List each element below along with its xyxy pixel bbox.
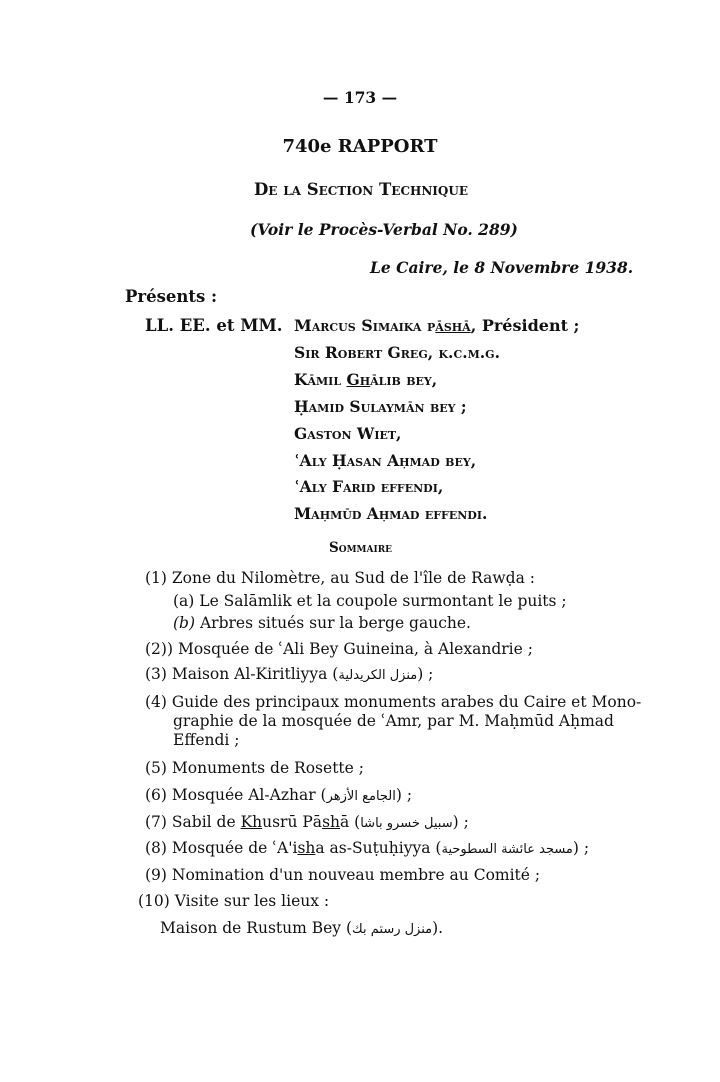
sommaire-subitem: (a) Le Salāmlik et la coupole surmontant le puits ; bbox=[173, 592, 567, 610]
members-prefix: LL. EE. et MM. bbox=[145, 316, 283, 335]
arabic-name: مسجد عائشة السطوحية bbox=[441, 842, 573, 857]
sommaire-item: (7) Sabil de Khusrū Pāshā (سبيل خسرو باشا) ; bbox=[145, 813, 469, 831]
member-line: Gaston Wiet, bbox=[294, 424, 402, 443]
sommaire-subitem: (b) Arbres situés sur la berge gauche. bbox=[173, 614, 471, 632]
member-line: Ḥamid Sulaymān bey ; bbox=[294, 397, 467, 416]
member-name: Kāmil bbox=[294, 370, 347, 389]
member-name: ālib bey, bbox=[370, 370, 438, 389]
sommaire-item: (2)) Mosquée de ʿAli Bey Guineina, à Alexandrie ; bbox=[145, 640, 533, 658]
sommaire-item: (8) Mosquée de ʿA'isha as-Suṭuḥiyya (مسجد عائشة السطوحية) ; bbox=[145, 839, 590, 857]
member-name-underlined: Gh bbox=[346, 370, 371, 389]
member-line: ʿAly Farid effendi, bbox=[294, 477, 444, 496]
sommaire-item: (4) Guide des principaux monuments arabes du Caire et Mono- bbox=[145, 693, 642, 711]
sommaire-heading: Sommaire bbox=[329, 540, 393, 556]
arabic-name: سبيل خسرو باشا bbox=[360, 816, 453, 831]
sommaire-item: (9) Nomination d'un nouveau membre au Comité ; bbox=[145, 866, 541, 884]
member-line: ʿAly Ḥasan Aḥmad bey, bbox=[294, 451, 477, 470]
presents-label: Présents : bbox=[125, 287, 218, 306]
sommaire-item-continuation: graphie de la mosquée de ʿAmr, par M. Maḥmūd Aḥmad bbox=[173, 712, 614, 730]
member-name: Marcus Simaika p bbox=[294, 316, 436, 335]
page-number: — 173 — bbox=[322, 88, 398, 107]
member-line bbox=[294, 316, 579, 336]
arabic-name: الجامع الأزهر bbox=[326, 789, 396, 804]
member-line bbox=[294, 370, 437, 390]
arabic-name: منزل الكريدلية bbox=[338, 668, 418, 683]
place-date: Le Caire, le 8 Novembre 1938. bbox=[370, 258, 634, 277]
sommaire-item-continuation: Maison de Rustum Bey (منزل رستم بك). bbox=[160, 919, 444, 937]
sommaire-item-continuation: Effendi ; bbox=[173, 731, 240, 749]
reference-line: (Voir le Procès-Verbal No. 289) bbox=[250, 220, 518, 239]
member-role: , Président ; bbox=[470, 316, 580, 335]
member-line: Maḥmūd Aḥmad effendi. bbox=[294, 504, 488, 523]
sommaire-item: (5) Monuments de Rosette ; bbox=[145, 759, 364, 777]
section-title: De la Section Technique bbox=[254, 180, 468, 199]
arabic-name: منزل رستم بك bbox=[352, 922, 433, 937]
sommaire-item: (10) Visite sur les lieux : bbox=[138, 892, 330, 910]
sommaire-item: (6) Mosquée Al-Azhar (الجامع الأزهر) ; bbox=[145, 786, 413, 804]
sommaire-item: (1) Zone du Nilomètre, au Sud de l'île de Rawḍa : bbox=[145, 569, 535, 587]
report-title: 740e RAPPORT bbox=[282, 136, 438, 157]
member-line: Sir Robert Greg, k.c.m.g. bbox=[294, 343, 500, 362]
member-name-underlined: āshā bbox=[435, 316, 471, 335]
sommaire-item: (3) Maison Al-Kiritliyya (منزل الكريدلية) ; bbox=[145, 665, 434, 683]
